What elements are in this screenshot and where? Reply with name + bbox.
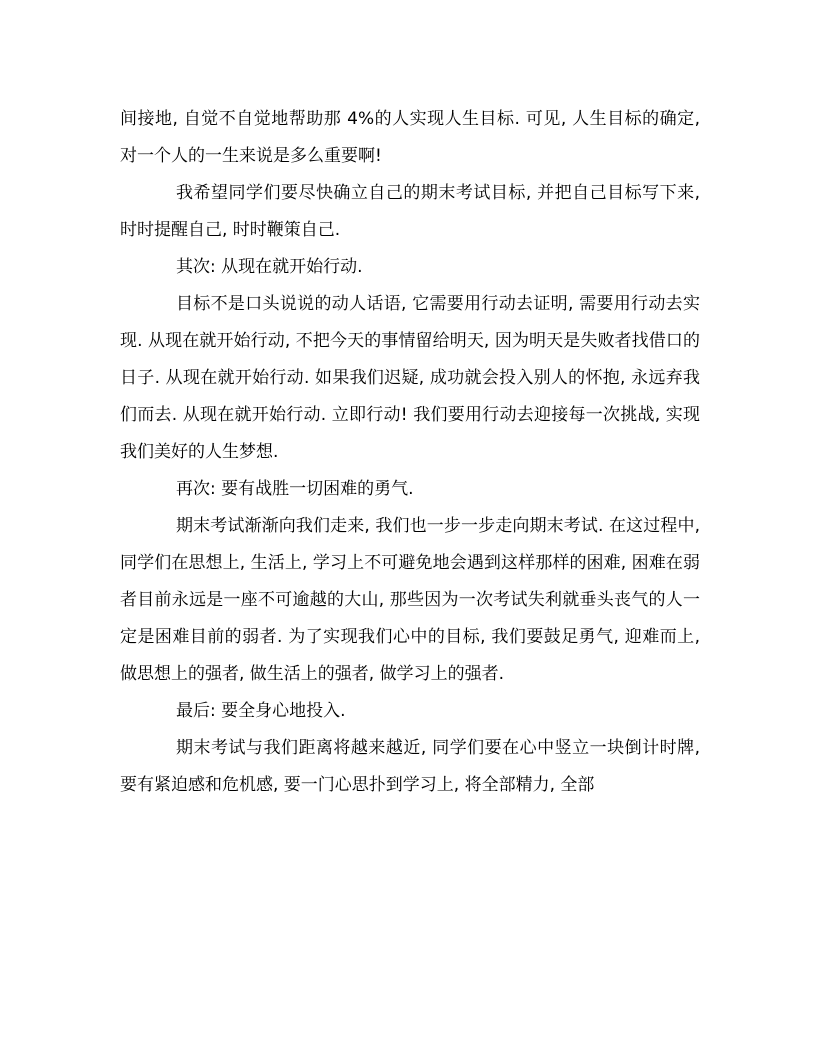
- section-heading: 最后: 要全身心地投入.: [176, 701, 346, 721]
- paragraph: 目标不是口头说说的动人话语, 它需要用行动去证明, 需要用行动去实现. 从现在就开始行动, 不把今天的事情留给明天, 因为明天是失败者找借口的日子. 从现在就开始行动. 如果我们迟疑, 成功就会投入别人的怀抱, 永远弃我们而去. 从现在就开始行动. 立即行动! 我们要用行动去迎接每一次挑战, 实现我们美好的人生梦想.: [120, 294, 700, 462]
- section-heading: 其次: 从现在就开始行动.: [176, 257, 363, 277]
- paragraph: 期末考试渐渐向我们走来, 我们也一步一步走向期末考试. 在这过程中, 同学们在思想上, 生活上, 学习上不可避免地会遇到这样那样的困难, 困难在弱者目前永远是一座不可逾越的大山, 那些因为一次考试失利就垂头丧气的人一定是困难目前的弱者. 为了实现我们心中的目标, 我们要鼓足勇气, 迎难而上, 做思想上的强者, 做生活上的强者, 做学习上的强者.: [120, 516, 700, 684]
- section-heading: 再次: 要有战胜一切困难的勇气.: [176, 479, 414, 499]
- paragraph: 间接地, 自觉不自觉地帮助那 4%的人实现人生目标. 可见, 人生目标的确定, 对一个人的一生来说是多么重要啊!: [120, 109, 700, 166]
- paragraph: 我希望同学们要尽快确立自己的期末考试目标, 并把自己目标写下来, 时时提醒自己, 时时鞭策自己.: [120, 183, 700, 240]
- paragraph: 期末考试与我们距离将越来越近, 同学们要在心中竖立一块倒计时牌, 要有紧迫感和危机感, 要一门心思扑到学习上, 将全部精力, 全部: [120, 738, 700, 795]
- body-text: [120, 101, 700, 804]
